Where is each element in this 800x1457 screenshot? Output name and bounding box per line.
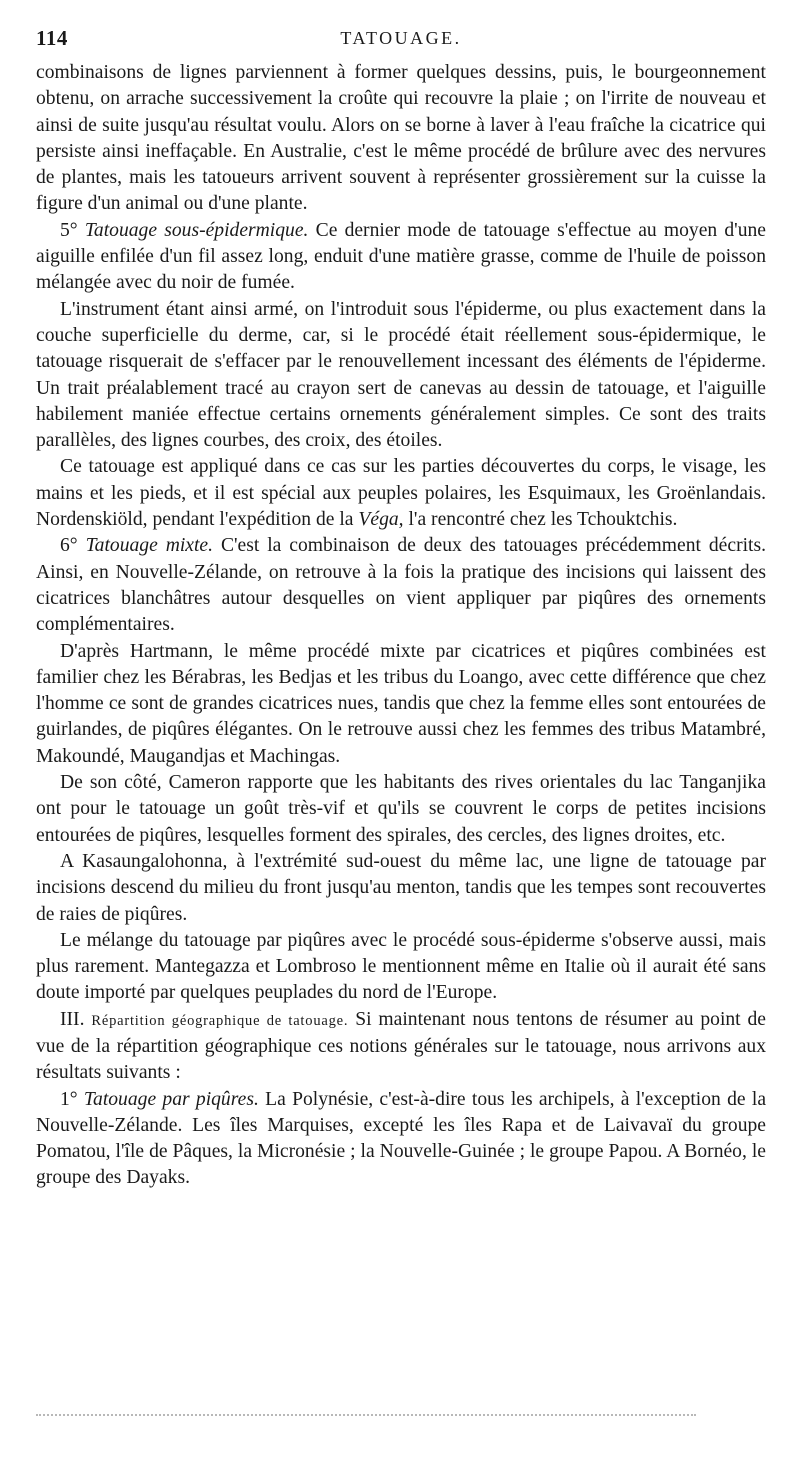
paragraph-text: Si maintenant nous tentons de résumer au point de vue de la répartition géographique ces notions générales sur le tatouage, nous arrivons aux résultats suivants : xyxy=(36,1008,766,1084)
section-heading: Répartition géographique de tatouage. xyxy=(91,1012,349,1029)
paragraph-text: A Kasaungalohonna, à l'extrémité sud-ouest du même lac, une ligne de tatouage par incisions descend du milieu du front jusqu'au menton, tandis que les tempes sont recouvertes de raies de piqûres. xyxy=(36,850,766,925)
section-title: Tatouage sous-épidermique. xyxy=(84,219,309,241)
paragraph-cameron xyxy=(36,770,766,849)
paragraph-text: L'instrument étant ainsi armé, on l'introduit sous l'épiderme, ou plus exactement dans la couche superficielle du derme, car, si le procédé était réellement sous-épidermique, le tatouage risquerait de s'effacer par le renouvellement incessant des éléments de l'épiderme. Un trait préalablement tracé au crayon sert de canevas au dessin de tatouage, et l'aiguille habilement maniée effectue certains ornements généralement simples. Ce sont des traits parallèles, des lignes courbes, des croix, des étoiles. xyxy=(36,298,766,452)
ship-name: Véga, xyxy=(358,509,404,531)
bleed-through-rule xyxy=(36,1414,696,1416)
section-number: III. xyxy=(60,1008,85,1030)
section-number: 6° xyxy=(60,535,78,557)
running-head xyxy=(36,26,766,56)
paragraph-text: Le mélange du tatouage par piqûres avec le procédé sous-épiderme s'observe aussi, mais plus rarement. Mantegazza et Lombroso le mentionnent même en Italie où il aurait été sans doute importé par quelques peuplades du nord de l'Europe. xyxy=(36,929,766,1004)
paragraph-mixture xyxy=(36,928,766,1007)
paragraph-text: D'après Hartmann, le même procédé mixte par cicatrices et piqûres combinées est familier chez les Bérabras, les Bedjas et les tribus du Loango, avec cette différence que chez l'homme ce sont de grandes cicatrices nues, tandis que chez la femme elles sont entourées de guirlandes, de piqûres élégantes. On le retrouve aussi chez les femmes des tribus Matambré, Makoundé, Maugandjas et Machingas. xyxy=(36,640,766,767)
paragraph-text: De son côté, Cameron rapporte que les habitants des rives orientales du lac Tanganjika ont pour le tatouage un goût très-vif et qu'ils se couvrent le corps de petites incisions entourées de piqûres, lesquelles forment des spirales, des cercles, des lignes droites, etc. xyxy=(36,772,766,846)
paragraph-continuation xyxy=(36,60,766,218)
paragraph-piqures xyxy=(36,1087,766,1192)
running-title: TATOUAGE. xyxy=(340,28,462,48)
section-number: 1° xyxy=(60,1088,78,1110)
paragraph-kasaungalohonna xyxy=(36,849,766,928)
paragraph-polar xyxy=(36,454,766,533)
section-title: Tatouage par piqûres. xyxy=(83,1088,259,1110)
paragraph-geography xyxy=(36,1007,766,1087)
paragraph-subepidermal xyxy=(36,218,766,297)
paragraph-text: combinaisons de lignes parviennent à former quelques dessins, puis, le bourgeonnement obtenu, on arrache successivement la croûte qui recouvre la plaie ; on l'irrite de nouveau et ainsi de suite jusqu'au résultat voulu. Alors on se borne à laver à l'eau fraîche la cicatrice qui persiste ainsi ineffaçable. En Australie, c'est le même procédé de brûlure avec des nervures de plantes, mais les tatoueurs arrivent souvent à représenter grossièrement sur la cuisse la figure d'un animal ou d'une plante. xyxy=(36,62,766,215)
paragraph-text: C'est la combinaison de deux des tatouages précédemment décrits. Ainsi, en Nouvelle-Zélande, on retrouve à la fois la pratique des incisions qui laissent des cicatrices blanchâtres autour desquelles on vient appliquer par piqûres des ornements complémentaires. xyxy=(36,535,767,636)
paragraph-text: l'a rencontré chez les Tchouktchis. xyxy=(408,509,678,531)
paragraph-text: Ce tatouage est appliqué dans ce cas sur les parties découvertes du corps, le visage, les mains et les pieds, et il est spécial aux peuples polaires, les Esquimaux, les Groënlandais. Nordenskiöld, pendant l'expédition de la xyxy=(36,456,766,531)
paragraph-text: La Polynésie, c'est-à-dire tous les archipels, à l'exception de la Nouvelle-Zélande. Les îles Marquises, excepté les îles Rapa et de Laivavaï du groupe Pomatou, l'île de Pâques, la Micronésie ; la Nouvelle-Guinée ; le groupe Papou. A Bornéo, le groupe des Dayaks. xyxy=(36,1088,767,1189)
book-page xyxy=(36,26,766,1192)
section-number: 5° xyxy=(60,219,78,241)
paragraph-text: Ce dernier mode de tatouage s'effectue au moyen d'une aiguille enfilée d'un fil assez long, enduit d'une matière grasse, comme de l'huile de poisson mélangée avec du noir de fumée. xyxy=(36,219,766,294)
paragraph-instrument xyxy=(36,297,766,455)
page-number: 114 xyxy=(36,26,68,50)
body-text xyxy=(36,60,766,1192)
paragraph-mixed xyxy=(36,533,766,638)
paragraph-hartmann xyxy=(36,639,766,770)
section-title: Tatouage mixte. xyxy=(85,535,214,557)
